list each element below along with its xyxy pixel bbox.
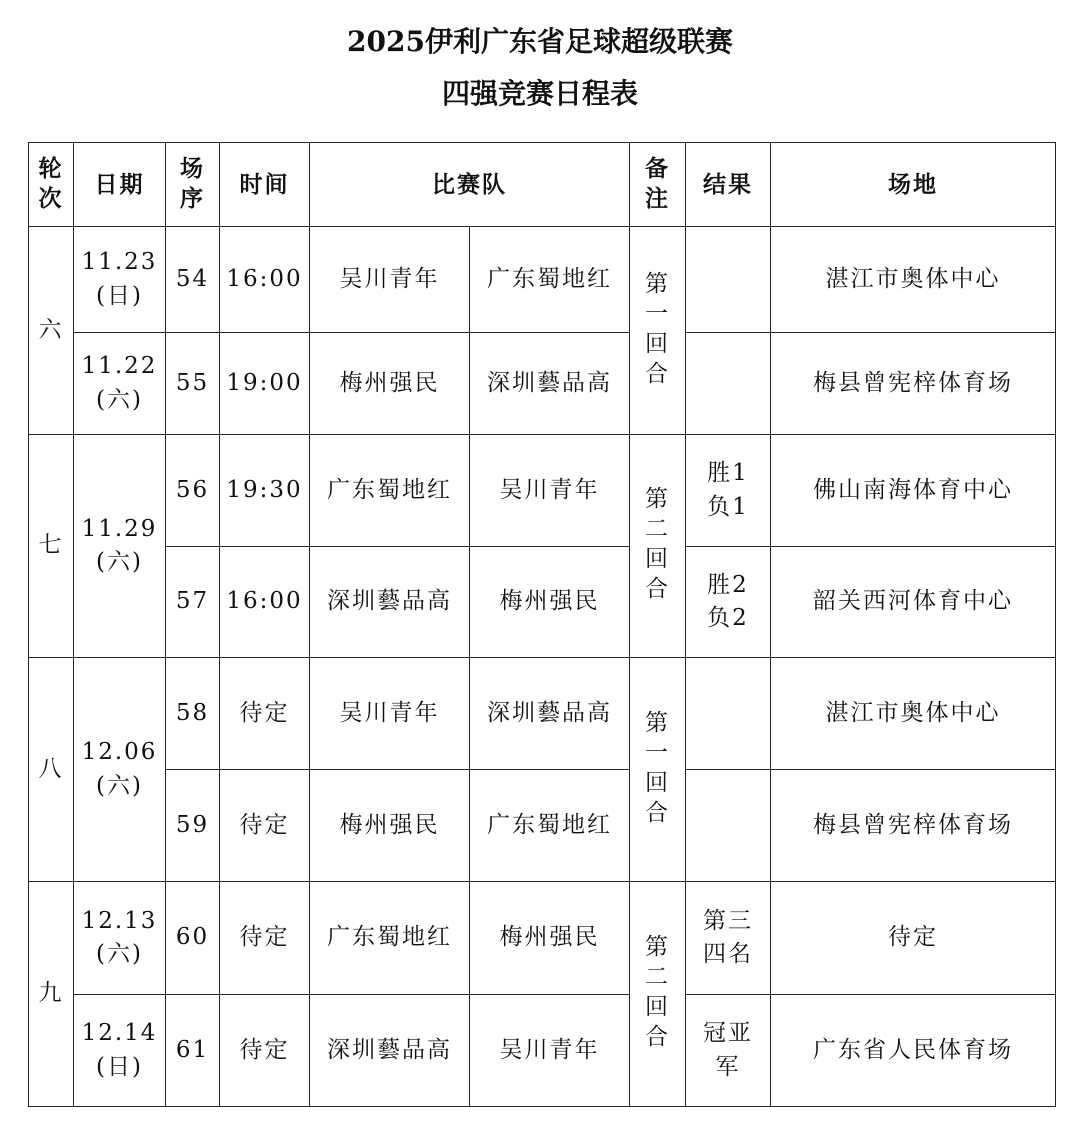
match-no-cell: 59 xyxy=(166,770,220,882)
result-cell: 第三四名 xyxy=(686,882,771,995)
note-cell: 第一回合 xyxy=(630,227,686,435)
header-row xyxy=(29,143,1056,227)
result-cell xyxy=(686,227,771,333)
round-cell: 九 xyxy=(29,882,74,1107)
match-no-cell: 57 xyxy=(166,547,220,658)
home-team-cell: 广东蜀地红 xyxy=(310,435,470,547)
time-cell: 19:30 xyxy=(220,435,310,547)
table-row xyxy=(29,227,1056,333)
result-cell: 胜1负1 xyxy=(686,435,771,547)
note-cell: 第一回合 xyxy=(630,658,686,882)
result-cell: 冠亚军 xyxy=(686,995,771,1107)
away-team-cell: 广东蜀地红 xyxy=(470,770,630,882)
note-cell: 第二回合 xyxy=(630,882,686,1107)
result-cell: 胜2负2 xyxy=(686,547,771,658)
header-date: 日期 xyxy=(74,143,166,227)
time-cell: 16:00 xyxy=(220,227,310,333)
away-team-cell: 深圳藝品高 xyxy=(470,658,630,770)
table-row xyxy=(29,882,1056,995)
home-team-cell: 吴川青年 xyxy=(310,658,470,770)
table-row xyxy=(29,770,1056,882)
home-team-cell: 梅州强民 xyxy=(310,770,470,882)
table-row xyxy=(29,658,1056,770)
venue-cell: 梅县曾宪梓体育场 xyxy=(771,333,1056,435)
schedule-table xyxy=(28,142,1056,1107)
header-teams: 比赛队 xyxy=(310,143,630,227)
time-cell: 待定 xyxy=(220,882,310,995)
away-team-cell: 梅州强民 xyxy=(470,882,630,995)
home-team-cell: 深圳藝品高 xyxy=(310,547,470,658)
match-no-cell: 56 xyxy=(166,435,220,547)
date-weekday: (日) xyxy=(96,1053,143,1080)
venue-cell: 梅县曾宪梓体育场 xyxy=(771,770,1056,882)
away-team-cell: 吴川青年 xyxy=(470,435,630,547)
home-team-cell: 深圳藝品高 xyxy=(310,995,470,1107)
away-team-cell: 深圳藝品高 xyxy=(470,333,630,435)
venue-cell: 佛山南海体育中心 xyxy=(771,435,1056,547)
match-no-cell: 60 xyxy=(166,882,220,995)
date-cell xyxy=(74,658,166,882)
match-no-cell: 55 xyxy=(166,333,220,435)
venue-cell: 湛江市奥体中心 xyxy=(771,227,1056,333)
note-cell: 第二回合 xyxy=(630,435,686,658)
date-date: 12.14 xyxy=(81,1020,158,1047)
header-note: 备注 xyxy=(630,143,686,227)
table-row xyxy=(29,995,1056,1107)
result-cell xyxy=(686,658,771,770)
away-team-cell: 广东蜀地红 xyxy=(470,227,630,333)
date-cell xyxy=(74,995,166,1107)
date-weekday: (六) xyxy=(96,941,143,967)
round-cell: 七 xyxy=(29,435,74,658)
date-weekday: (日) xyxy=(96,282,143,309)
away-team-cell: 梅州强民 xyxy=(470,547,630,658)
match-no-cell: 61 xyxy=(166,995,220,1107)
date-date: 11.23 xyxy=(81,249,158,276)
document-subtitle: 四强竞赛日程表 xyxy=(441,77,638,110)
date-date: 11.22 xyxy=(81,353,158,380)
away-team-cell: 吴川青年 xyxy=(470,995,630,1107)
time-cell: 16:00 xyxy=(220,547,310,658)
home-team-cell: 梅州强民 xyxy=(310,333,470,435)
table-row xyxy=(29,547,1056,658)
venue-cell: 待定 xyxy=(771,882,1056,995)
date-cell xyxy=(74,882,166,995)
round-cell: 八 xyxy=(29,658,74,882)
date-weekday: (六) xyxy=(96,549,143,575)
home-team-cell: 吴川青年 xyxy=(310,227,470,333)
header-match-no: 场序 xyxy=(166,143,220,227)
venue-cell: 湛江市奥体中心 xyxy=(771,658,1056,770)
time-cell: 19:00 xyxy=(220,333,310,435)
table-row xyxy=(29,435,1056,547)
header-round: 轮次 xyxy=(29,143,74,227)
time-cell: 待定 xyxy=(220,770,310,882)
result-cell xyxy=(686,333,771,435)
header-venue: 场地 xyxy=(771,143,1056,227)
date-cell xyxy=(74,333,166,435)
date-weekday: (六) xyxy=(96,772,143,799)
venue-cell: 韶关西河体育中心 xyxy=(771,547,1056,658)
time-cell: 待定 xyxy=(220,658,310,770)
header-result: 结果 xyxy=(686,143,771,227)
round-cell: 六 xyxy=(29,227,74,435)
match-no-cell: 58 xyxy=(166,658,220,770)
date-weekday: (六) xyxy=(96,386,143,413)
date-date: 11.29 xyxy=(81,515,158,542)
match-no-cell: 54 xyxy=(166,227,220,333)
date-date: 12.13 xyxy=(81,907,158,934)
venue-cell: 广东省人民体育场 xyxy=(771,995,1056,1107)
date-cell xyxy=(74,435,166,658)
time-cell: 待定 xyxy=(220,995,310,1107)
table-row xyxy=(29,333,1056,435)
date-cell xyxy=(74,227,166,333)
result-cell xyxy=(686,770,771,882)
header-time: 时间 xyxy=(220,143,310,227)
document-title: 2025伊利广东省足球超级联赛 xyxy=(347,25,733,58)
date-date: 12.06 xyxy=(81,739,158,766)
home-team-cell: 广东蜀地红 xyxy=(310,882,470,995)
